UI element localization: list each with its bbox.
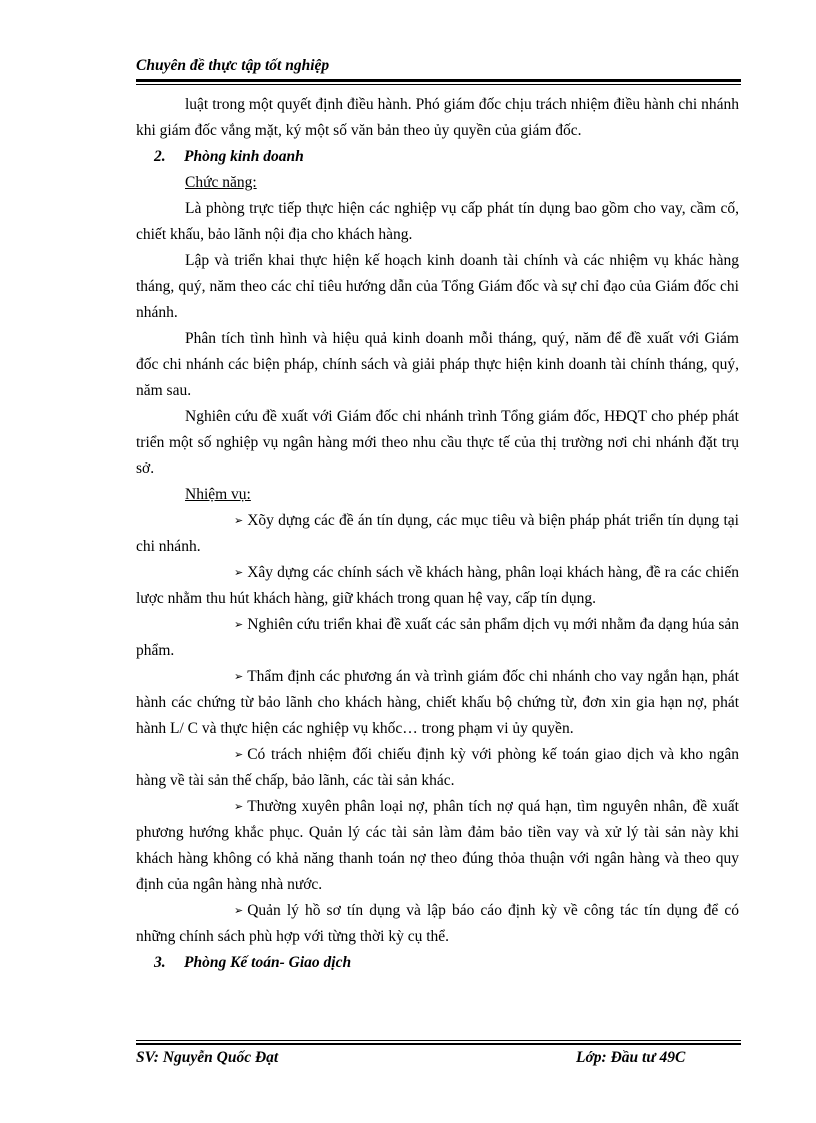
section-3-heading [136, 950, 739, 976]
chuc-nang-label: Chức năng: [185, 174, 257, 191]
nhiem-vu-item: ➢ Quản lý hồ sơ tín dụng và lập báo cáo định kỳ về công tác tín dụng để có những chính sách phù hợp với từng thời kỳ cụ thể. [136, 898, 739, 950]
arrow-bullet-icon: ➢ [234, 671, 244, 683]
nhiem-vu-item: ➢ Thường xuyên phân loại nợ, phân tích nợ quá hạn, tìm nguyên nhân, đề xuất phương hướng khắc phục. Quản lý các tài sản làm đảm bảo tiền vay và xử lý tài sản này khi khách hàng không có khả năng thanh toán nợ theo đúng thỏa thuận với ngân hàng và theo quy định của ngân hàng nhà nước. [136, 794, 739, 898]
section-3-number: 3. [154, 954, 166, 971]
nhiem-vu-item: ➢ Nghiên cứu triển khai đề xuất các sản phẩm dịch vụ mới nhằm đa dạng húa sản phẩm. [136, 612, 739, 664]
footer-class: Lớp: Đầu tư 49C [576, 1049, 686, 1066]
header-title: Chuyên đề thực tập tốt nghiệp [136, 57, 330, 74]
footer-rule [136, 1040, 741, 1045]
intro-paragraph: luật trong một quyết định điều hành. Phó giám đốc chịu trách nhiệm điều hành chi nhánh khi giám đốc vắng mặt, ký một số văn bản theo ủy quyền của giám đốc. [136, 96, 739, 139]
chuc-nang-paragraph: Là phòng trực tiếp thực hiện các nghiệp vụ cấp phát tín dụng bao gồm cho vay, cầm cố, chiết khấu, bảo lãnh nội địa cho khách hàng. [136, 200, 739, 243]
page-footer [136, 1040, 741, 1069]
header-rule [136, 79, 741, 85]
page-content [136, 92, 739, 976]
nhiem-vu-item: ➢ Thẩm định các phương án và trình giám đốc chi nhánh cho vay ngắn hạn, phát hành các chứng từ bảo lãnh cho khách hàng, chiết khấu bộ chứng từ, đơn xin gia hạn nợ, phát hành L/ C và thực hiện các nghiệp vụ khốc… trong phạm vi ủy quyền. [136, 664, 739, 742]
chuc-nang-paragraph: Lập và triển khai thực hiện kế hoạch kinh doanh tài chính và các nhiệm vụ khác hàng tháng, quý, năm theo các chỉ tiêu hướng dẫn của Tổng Giám đốc và sự chỉ đạo của Giám đốc chi nhánh. [136, 252, 739, 321]
nhiem-vu-item: ➢ Xây dựng các chính sách về khách hàng, phân loại khách hàng, đề ra các chiến lược nhằm thu hút khách hàng, giữ khách trong quan hệ vay, cấp tín dụng. [136, 560, 739, 612]
arrow-bullet-icon: ➢ [234, 619, 244, 631]
chuc-nang-paragraph: Phân tích tình hình và hiệu quả kinh doanh mỗi tháng, quý, năm để đề xuất với Giám đốc chi nhánh các biện pháp, chính sách và giải pháp thực hiện kinh doanh tài chính tháng, quý, năm sau. [136, 330, 739, 399]
arrow-bullet-icon: ➢ [234, 905, 244, 917]
section-3-title: Phòng Kế toán- Giao dịch [184, 954, 352, 971]
section-2-heading [136, 144, 739, 170]
footer-student: SV: Nguyễn Quốc Đạt [136, 1049, 279, 1066]
arrow-bullet-icon: ➢ [234, 515, 244, 527]
section-2-number: 2. [154, 148, 166, 165]
arrow-bullet-icon: ➢ [234, 801, 244, 813]
page-header [136, 55, 741, 77]
nhiem-vu-label: Nhiệm vụ: [185, 486, 251, 503]
nhiem-vu-item: ➢ Xõy dựng các đề án tín dụng, các mục tiêu và biện pháp phát triển tín dụng tại chi nhánh. [136, 508, 739, 560]
section-2-title: Phòng kinh doanh [184, 148, 304, 165]
chuc-nang-paragraph: Nghiên cứu đề xuất với Giám đốc chi nhánh trình Tổng giám đốc, HĐQT cho phép phát triển một số nghiệp vụ ngân hàng mới theo nhu cầu thực tế của thị trường nơi chi nhánh đặt trụ sở. [136, 408, 739, 477]
arrow-bullet-icon: ➢ [234, 749, 244, 761]
nhiem-vu-item: ➢ Có trách nhiệm đối chiếu định kỳ với phòng kế toán giao dịch và kho ngân hàng về tài sản thế chấp, bảo lãnh, các tài sản khác. [136, 742, 739, 794]
arrow-bullet-icon: ➢ [234, 567, 244, 579]
